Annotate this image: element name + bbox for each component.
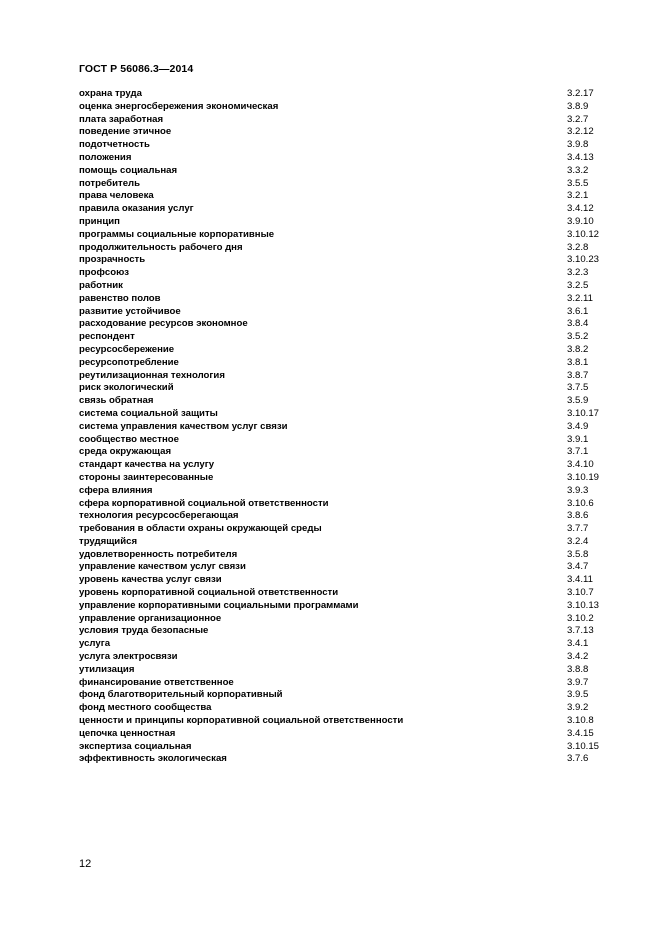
index-entry <box>79 280 639 293</box>
index-reference: 3.3.2 <box>567 164 589 176</box>
index-term: профсоюз <box>79 267 130 279</box>
index-entry <box>79 114 639 127</box>
index-term: финансирование ответственное <box>79 676 234 688</box>
index-reference: 3.4.10 <box>567 459 594 471</box>
index-reference: 3.2.1 <box>567 190 589 202</box>
index-entry <box>79 344 639 357</box>
index-entry <box>79 357 639 370</box>
index-entry <box>79 638 639 651</box>
index-reference: 3.2.12 <box>567 126 594 138</box>
index-reference: 3.6.1 <box>567 305 589 317</box>
index-reference: 3.4.15 <box>567 727 594 739</box>
index-entry <box>79 139 639 152</box>
index-reference: 3.4.1 <box>567 638 589 650</box>
index-reference: 3.4.13 <box>567 151 594 163</box>
index-reference: 3.8.9 <box>567 100 589 112</box>
index-reference: 3.10.7 <box>567 587 594 599</box>
index-term: фонд местного сообщества <box>79 702 212 714</box>
index-reference: 3.2.4 <box>567 535 589 547</box>
index-entry <box>79 561 639 574</box>
index-term: цепочка ценностная <box>79 727 176 739</box>
index-entry <box>79 331 639 344</box>
index-entry <box>79 715 639 728</box>
index-term: ресурсосбережение <box>79 343 175 355</box>
index-reference: 3.10.2 <box>567 612 594 624</box>
index-term: уровень качества услуг связи <box>79 574 222 586</box>
index-term: связь обратная <box>79 395 154 407</box>
index-term: подотчетность <box>79 139 150 151</box>
index-term: прозрачность <box>79 254 146 266</box>
index-entry <box>79 446 639 459</box>
index-term: управление корпоративными социальными программами <box>79 599 359 611</box>
index-entry <box>79 395 639 408</box>
index-entry <box>79 88 639 101</box>
index-reference: 3.7.5 <box>567 382 589 394</box>
index-reference: 3.4.7 <box>567 561 589 573</box>
index-term: продолжительность рабочего дня <box>79 241 243 253</box>
index-reference: 3.10.15 <box>567 740 600 752</box>
index-reference: 3.8.1 <box>567 356 589 368</box>
index-term: плата заработная <box>79 113 164 125</box>
index-term: утилизация <box>79 663 135 675</box>
index-reference: 3.4.11 <box>567 574 593 586</box>
index-reference: 3.8.4 <box>567 318 589 330</box>
index-entry <box>79 664 639 677</box>
index-reference: 3.10.8 <box>567 715 594 727</box>
index-entry <box>79 293 639 306</box>
index-entry <box>79 625 639 638</box>
index-term: расходование ресурсов экономное <box>79 318 248 330</box>
index-reference: 3.8.8 <box>567 663 589 675</box>
page-number: 12 <box>79 858 92 870</box>
index-reference: 3.10.17 <box>567 407 600 419</box>
index-reference: 3.9.2 <box>567 702 589 714</box>
index-entry <box>79 126 639 139</box>
index-reference: 3.9.3 <box>567 484 589 496</box>
index-term: управление организационное <box>79 612 222 624</box>
index-entry <box>79 523 639 536</box>
index-entry <box>79 242 639 255</box>
index-term: система социальной защиты <box>79 407 218 419</box>
index-term: услуга <box>79 638 111 650</box>
index-entry <box>79 574 639 587</box>
index-reference: 3.5.5 <box>567 177 589 189</box>
index-reference: 3.2.5 <box>567 279 589 291</box>
index-entry <box>79 459 639 472</box>
index-reference: 3.8.2 <box>567 343 589 355</box>
index-entry <box>79 600 639 613</box>
index-term: условия труда безопасные <box>79 625 209 637</box>
index-term: требования в области охраны окружающей среды <box>79 523 322 535</box>
index-reference: 3.2.11 <box>567 292 593 304</box>
index-term: фонд благотворительный корпоративный <box>79 689 283 701</box>
index-term: сообщество местное <box>79 433 179 445</box>
index-term: программы социальные корпоративные <box>79 228 275 240</box>
index-entry <box>79 549 639 562</box>
index-entry <box>79 753 639 766</box>
index-term: принцип <box>79 215 120 227</box>
index-entry <box>79 741 639 754</box>
index-entry <box>79 190 639 203</box>
index-entry <box>79 587 639 600</box>
index-reference: 3.2.7 <box>567 113 589 125</box>
index-term: работник <box>79 279 123 291</box>
index-term: управление качеством услуг связи <box>79 561 246 573</box>
index-term: оценка энергосбережения экономическая <box>79 100 279 112</box>
index-reference: 3.2.8 <box>567 241 589 253</box>
index-reference: 3.7.13 <box>567 625 594 637</box>
index-term: ценности и принципы корпоративной социальной ответственности <box>79 715 404 727</box>
index-entry <box>79 472 639 485</box>
index-term: среда окружающая <box>79 446 172 458</box>
index-reference: 3.8.6 <box>567 510 589 522</box>
index-term: сфера корпоративной социальной ответственности <box>79 497 329 509</box>
index-reference: 3.5.8 <box>567 548 589 560</box>
index-entry <box>79 651 639 664</box>
index-entry <box>79 728 639 741</box>
index-reference: 3.10.6 <box>567 497 594 509</box>
index-term: сфера влияния <box>79 484 153 496</box>
index-reference: 3.9.10 <box>567 215 594 227</box>
index-entry <box>79 689 639 702</box>
index-term: удовлетворенность потребителя <box>79 548 238 560</box>
index-term: респондент <box>79 331 135 343</box>
index-entry <box>79 382 639 395</box>
index-term: технология ресурсосберегающая <box>79 510 239 522</box>
index-reference: 3.7.7 <box>567 523 589 535</box>
index-reference: 3.8.7 <box>567 369 589 381</box>
index-term: поведение этичное <box>79 126 172 138</box>
index-reference: 3.4.12 <box>567 203 594 215</box>
index-reference: 3.9.5 <box>567 689 589 701</box>
index-reference: 3.7.6 <box>567 753 589 765</box>
index-reference: 3.10.19 <box>567 471 600 483</box>
index-term: права человека <box>79 190 154 202</box>
index-reference: 3.2.17 <box>567 88 594 99</box>
index-entry <box>79 216 639 229</box>
index-entry <box>79 101 639 114</box>
index-reference: 3.9.8 <box>567 139 589 151</box>
index-term: трудящийся <box>79 535 138 547</box>
index-entry <box>79 536 639 549</box>
index-term: развитие устойчивое <box>79 305 181 317</box>
index-entry <box>79 677 639 690</box>
index-term: охрана труда <box>79 88 142 99</box>
index-entry <box>79 267 639 280</box>
index-entry <box>79 254 639 267</box>
index-term: реутилизационная технология <box>79 369 225 381</box>
index-entry <box>79 485 639 498</box>
index-entry <box>79 421 639 434</box>
index-entry <box>79 203 639 216</box>
index-term: услуга электросвязи <box>79 651 178 663</box>
index-term: риск экологический <box>79 382 174 394</box>
index-reference: 3.7.1 <box>567 446 589 458</box>
index-term: правила оказания услуг <box>79 203 194 215</box>
index-term: потребитель <box>79 177 141 189</box>
index-term: эффективность экологическая <box>79 753 227 765</box>
document-header: ГОСТ Р 56086.3—2014 <box>79 63 194 75</box>
index-entry <box>79 370 639 383</box>
index-reference: 3.5.2 <box>567 331 589 343</box>
alphabetical-index <box>79 88 639 766</box>
index-entry <box>79 306 639 319</box>
index-term: уровень корпоративной социальной ответственности <box>79 587 339 599</box>
index-reference: 3.4.9 <box>567 420 589 432</box>
index-term: ресурсопотребление <box>79 356 179 368</box>
index-entry <box>79 510 639 523</box>
index-term: положения <box>79 151 132 163</box>
index-entry <box>79 702 639 715</box>
index-reference: 3.9.7 <box>567 676 589 688</box>
index-reference: 3.2.3 <box>567 267 589 279</box>
index-entry <box>79 165 639 178</box>
index-entry <box>79 178 639 191</box>
index-entry <box>79 434 639 447</box>
index-reference: 3.4.2 <box>567 651 589 663</box>
index-term: система управления качеством услуг связи <box>79 420 288 432</box>
index-term: помощь социальная <box>79 164 178 176</box>
index-entry <box>79 318 639 331</box>
index-reference: 3.10.13 <box>567 599 600 611</box>
index-reference: 3.9.1 <box>567 433 589 445</box>
index-term: равенство полов <box>79 292 161 304</box>
index-reference: 3.10.23 <box>567 254 600 266</box>
index-entry <box>79 613 639 626</box>
index-term: стороны заинтересованные <box>79 471 214 483</box>
index-reference: 3.10.12 <box>567 228 600 240</box>
index-term: экспертиза социальная <box>79 740 192 752</box>
index-term: стандарт качества на услугу <box>79 459 215 471</box>
index-entry <box>79 152 639 165</box>
index-entry <box>79 498 639 511</box>
index-reference: 3.5.9 <box>567 395 589 407</box>
index-entry <box>79 229 639 242</box>
index-entry <box>79 408 639 421</box>
